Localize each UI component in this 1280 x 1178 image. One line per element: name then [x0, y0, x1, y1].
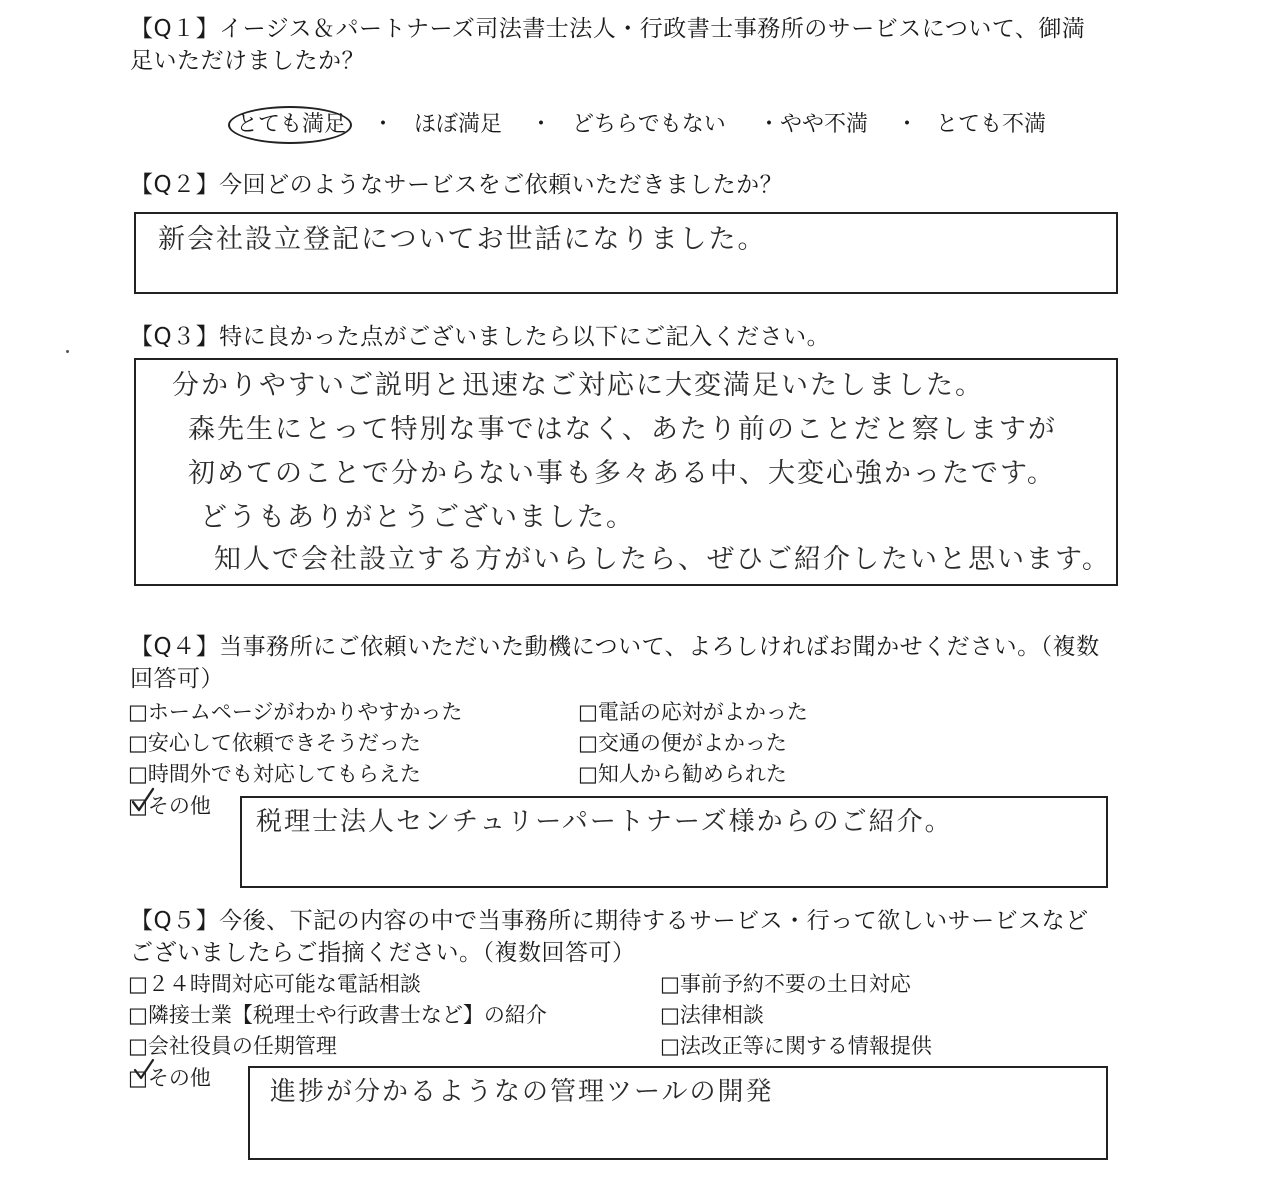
q1-option-mostly-satisfied[interactable]: ほぼ満足: [414, 112, 503, 137]
q1-option-very-satisfied[interactable]: とても満足: [236, 112, 347, 137]
q4-option-referral-acquaintance[interactable]: □知人から勧められた: [578, 762, 787, 786]
q5-question-line2: ございましたらご指摘ください。（複数回答可）: [130, 940, 636, 966]
q5-option-officer-term-management[interactable]: □会社役員の任期管理: [128, 1034, 337, 1058]
q3-answer-line: 知人で会社設立する方がいらしたら、ぜひご紹介したいと思います。: [214, 544, 1111, 575]
q1-selection-circle: [228, 106, 352, 144]
scan-speck: [66, 350, 69, 353]
q5-option-weekend-no-appointment[interactable]: □事前予約不要の土日対応: [660, 972, 911, 996]
q4-other-answer-box[interactable]: [240, 796, 1108, 888]
q5-option-legal-consultation[interactable]: □法律相談: [660, 1003, 764, 1027]
q4-other-checkmark-icon: [130, 786, 156, 814]
q1-question-line1: 【Q１】イージス＆パートナーズ司法書士法人・行政書士事務所のサービスについて、御満: [130, 16, 1086, 42]
q3-answer-box[interactable]: [134, 358, 1118, 586]
q5-question-line1: 【Q５】今後、下記の内容の中で当事務所に期待するサービス・行って欲しいサービスなど: [130, 908, 1089, 934]
q4-question-line2: 回答可）: [130, 666, 224, 692]
q1-separator: ・: [372, 112, 395, 137]
q5-option-adjacent-professionals[interactable]: □隣接士業【税理士や行政書士など】の紹介: [128, 1003, 547, 1027]
q5-other-answer-text: 進捗が分かるようなの管理ツールの開発: [270, 1077, 774, 1107]
q3-answer-line: どうもありがとうございました。: [200, 502, 635, 533]
q4-option-other[interactable]: □その他: [128, 794, 211, 818]
q5-option-other[interactable]: □その他: [128, 1066, 211, 1090]
q4-option-phone-response[interactable]: □電話の応対がよかった: [578, 700, 808, 724]
q3-answer-line: 分かりやすいご説明と迅速なご対応に大変満足いたしました。: [172, 370, 984, 401]
q2-question: 【Q２】今回どのようなサービスをご依頼いただきましたか？: [130, 172, 784, 198]
q4-other-answer-text: 税理士法人センチュリーパートナーズ様からのご紹介。: [256, 807, 953, 837]
q4-option-after-hours[interactable]: □時間外でも対応してもらえた: [128, 762, 421, 786]
q3-question: 【Q３】特に良かった点がございましたら以下にご記入ください。: [130, 324, 831, 350]
q5-other-answer-box[interactable]: [248, 1066, 1108, 1160]
q1-option-neutral[interactable]: どちらでもない: [572, 112, 726, 137]
q5-option-law-revision-info[interactable]: □法改正等に関する情報提供: [660, 1034, 932, 1058]
q4-option-reassuring[interactable]: □安心して依頼できそうだった: [128, 731, 421, 755]
q2-answer-box[interactable]: [134, 212, 1118, 294]
q1-question-line2: 足いただけましたか？: [130, 48, 365, 74]
q3-answer-line: 森先生にとって特別な事ではなく、あたり前のことだと察しますが: [188, 414, 1057, 445]
q5-other-checkmark-icon: [132, 1056, 156, 1084]
q3-answer-line: 初めてのことで分からない事も多々ある中、大変心強かったです。: [188, 458, 1056, 489]
q2-answer-text: 新会社設立登記についてお世話になりました。: [158, 224, 767, 255]
q5-option-24h-phone[interactable]: □２４時間対応可能な電話相談: [128, 972, 421, 996]
q4-option-homepage[interactable]: □ホームページがわかりやすかった: [128, 700, 463, 724]
q1-option-somewhat-dissatisfied[interactable]: ・やや不満: [758, 112, 869, 137]
q4-option-transport[interactable]: □交通の便がよかった: [578, 731, 787, 755]
q4-question-line1: 【Q４】当事務所にご依頼いただいた動機について、よろしければお聞かせください。（複数: [130, 634, 1100, 660]
q1-separator: ・: [896, 112, 919, 137]
q1-separator: ・: [530, 112, 553, 137]
q1-option-very-dissatisfied[interactable]: とても不満: [936, 112, 1047, 137]
